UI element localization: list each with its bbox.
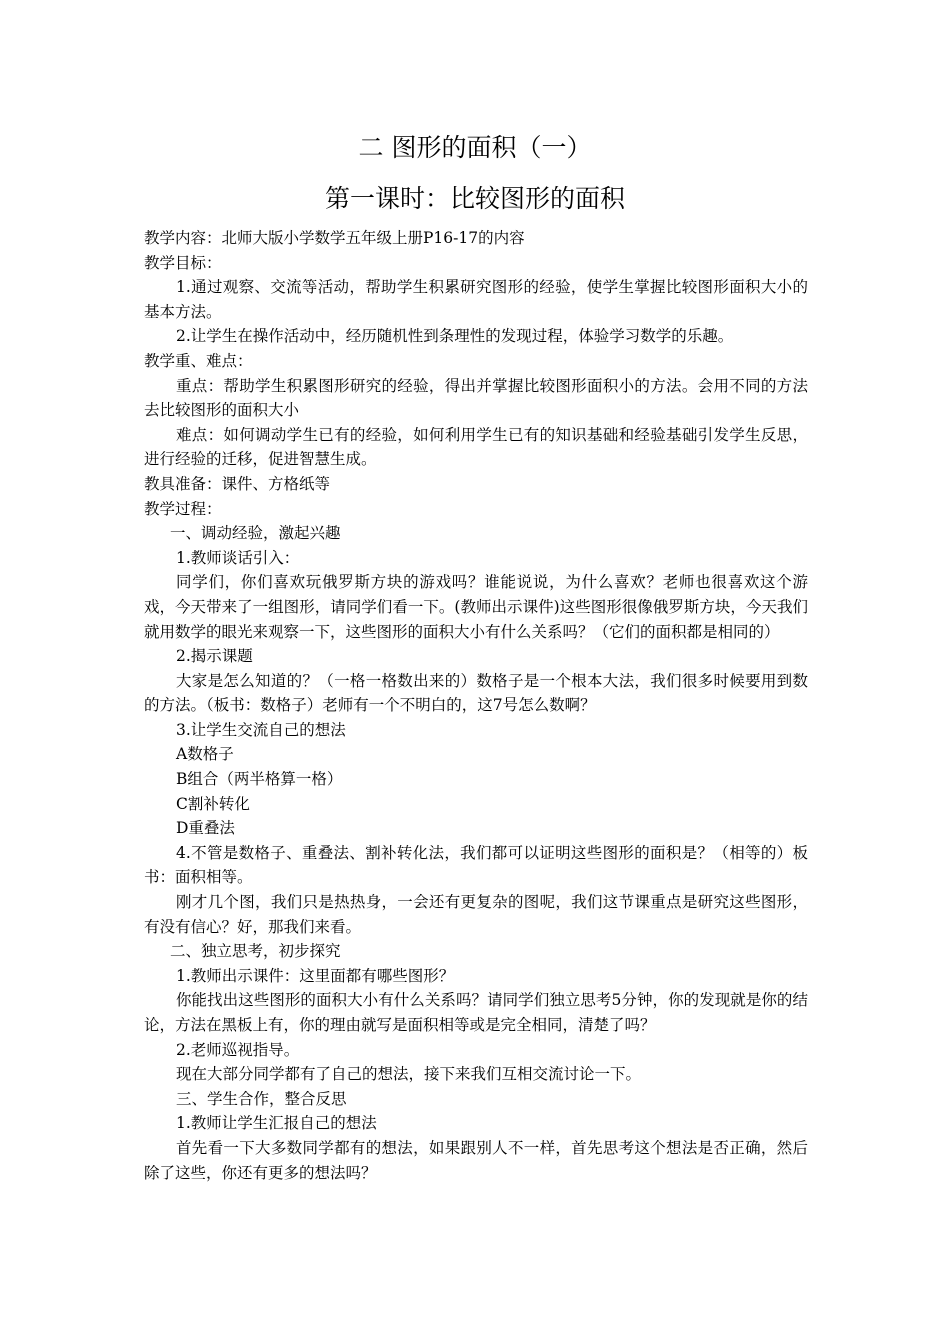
body-paragraph: 教学内容：北师大版小学数学五年级上册P16-17的内容 <box>144 229 525 247</box>
body-paragraph: 教学目标： <box>144 253 222 272</box>
body-paragraph: 2.揭示课题 <box>176 647 253 666</box>
body-paragraph: 刚才几个图，我们只是热热身，一会还有更复杂的图呢，我们这节课重点是研究这些图形，有没有信心？好，那我们来看。 <box>144 893 808 936</box>
body-paragraph: 教学重、难点： <box>144 351 253 370</box>
body-paragraph: 大家是怎么知道的？（一格一格数出来的）数格子是一个根本大法，我们很多时候要用到数的方法。（板书：数格子）老师有一个不明白的，这7号怎么数啊？ <box>144 671 808 715</box>
body-paragraph: 2.老师巡视指导。 <box>176 1040 300 1059</box>
body-paragraph: 1.教师让学生汇报自己的想法 <box>176 1114 377 1133</box>
body-paragraph: 现在大部分同学都有了自己的想法，接下来我们互相交流讨论一下。 <box>176 1065 642 1084</box>
body-paragraph: 1.教师谈话引入： <box>176 548 300 567</box>
body-paragraph: 2.让学生在操作活动中，经历随机性到条理性的发现过程，体验学习数学的乐趣。 <box>176 327 734 346</box>
body-paragraph: 难点：如何调动学生已有的经验，如何利用学生已有的知识基础和经验基础引发学生反思，进行经验的迁移，促进智慧生成。 <box>144 425 808 469</box>
body-paragraph: D重叠法 <box>176 819 235 838</box>
body-paragraph: 3.让学生交流自己的想法 <box>176 720 346 739</box>
body-paragraph: 三、学生合作，整合反思 <box>176 1089 347 1108</box>
body-paragraph: 4.不管是数格子、重叠法、割补转化法，我们都可以证明这些图形的面积是？（相等的）板书：面积相等。 <box>144 843 808 887</box>
body-paragraph: 教具准备：课件、方格纸等 <box>144 474 331 493</box>
body-paragraph: 你能找出这些图形的面积大小有什么关系吗？请同学们独立思考5分钟，你的发现就是你的结论，方法在黑板上有，你的理由就写是面积相等或是完全相同，清楚了吗？ <box>144 991 808 1034</box>
body-paragraph: 首先看一下大多数同学都有的想法，如果跟别人不一样，首先思考这个想法是否正确，然后除了这些，你还有更多的想法吗？ <box>144 1138 808 1182</box>
body-paragraph: 一、调动经验，激起兴趣 <box>170 524 341 543</box>
lesson-subtitle: 第一课时：比较图形的面积 <box>324 184 625 213</box>
body-paragraph: 重点：帮助学生积累图形研究的经验，得出并掌握比较图形面积小的方法。会用不同的方法去比较图形的面积大小 <box>144 376 808 420</box>
body-paragraph: C割补转化 <box>176 794 250 813</box>
body-paragraph: 二、独立思考，初步探究 <box>170 942 341 961</box>
document-title: 二 图形的面积（一） <box>358 133 592 162</box>
body-paragraph: 1.通过观察、交流等活动，帮助学生积累研究图形的经验，使学生掌握比较图形面积大小的基本方法。 <box>144 278 808 321</box>
body-paragraph: A数格子 <box>176 745 234 764</box>
body-paragraph: 同学们，你们喜欢玩俄罗斯方块的游戏吗？谁能说说，为什么喜欢？老师也很喜欢这个游戏，今天带来了一组图形，请同学们看一下。(教师出示课件)这些图形很像俄罗斯方块，今天我们就用数学的眼光来观察一下，这些图形的面积大小有什么关系吗？（它们的面积都是相同的） <box>144 573 808 641</box>
body-paragraph: 1.教师出示课件：这里面都有哪些图形？ <box>176 966 455 985</box>
body-paragraph: 教学过程： <box>144 499 222 518</box>
document-body <box>144 226 808 1185</box>
body-paragraph: B组合（两半格算一格） <box>176 770 343 789</box>
